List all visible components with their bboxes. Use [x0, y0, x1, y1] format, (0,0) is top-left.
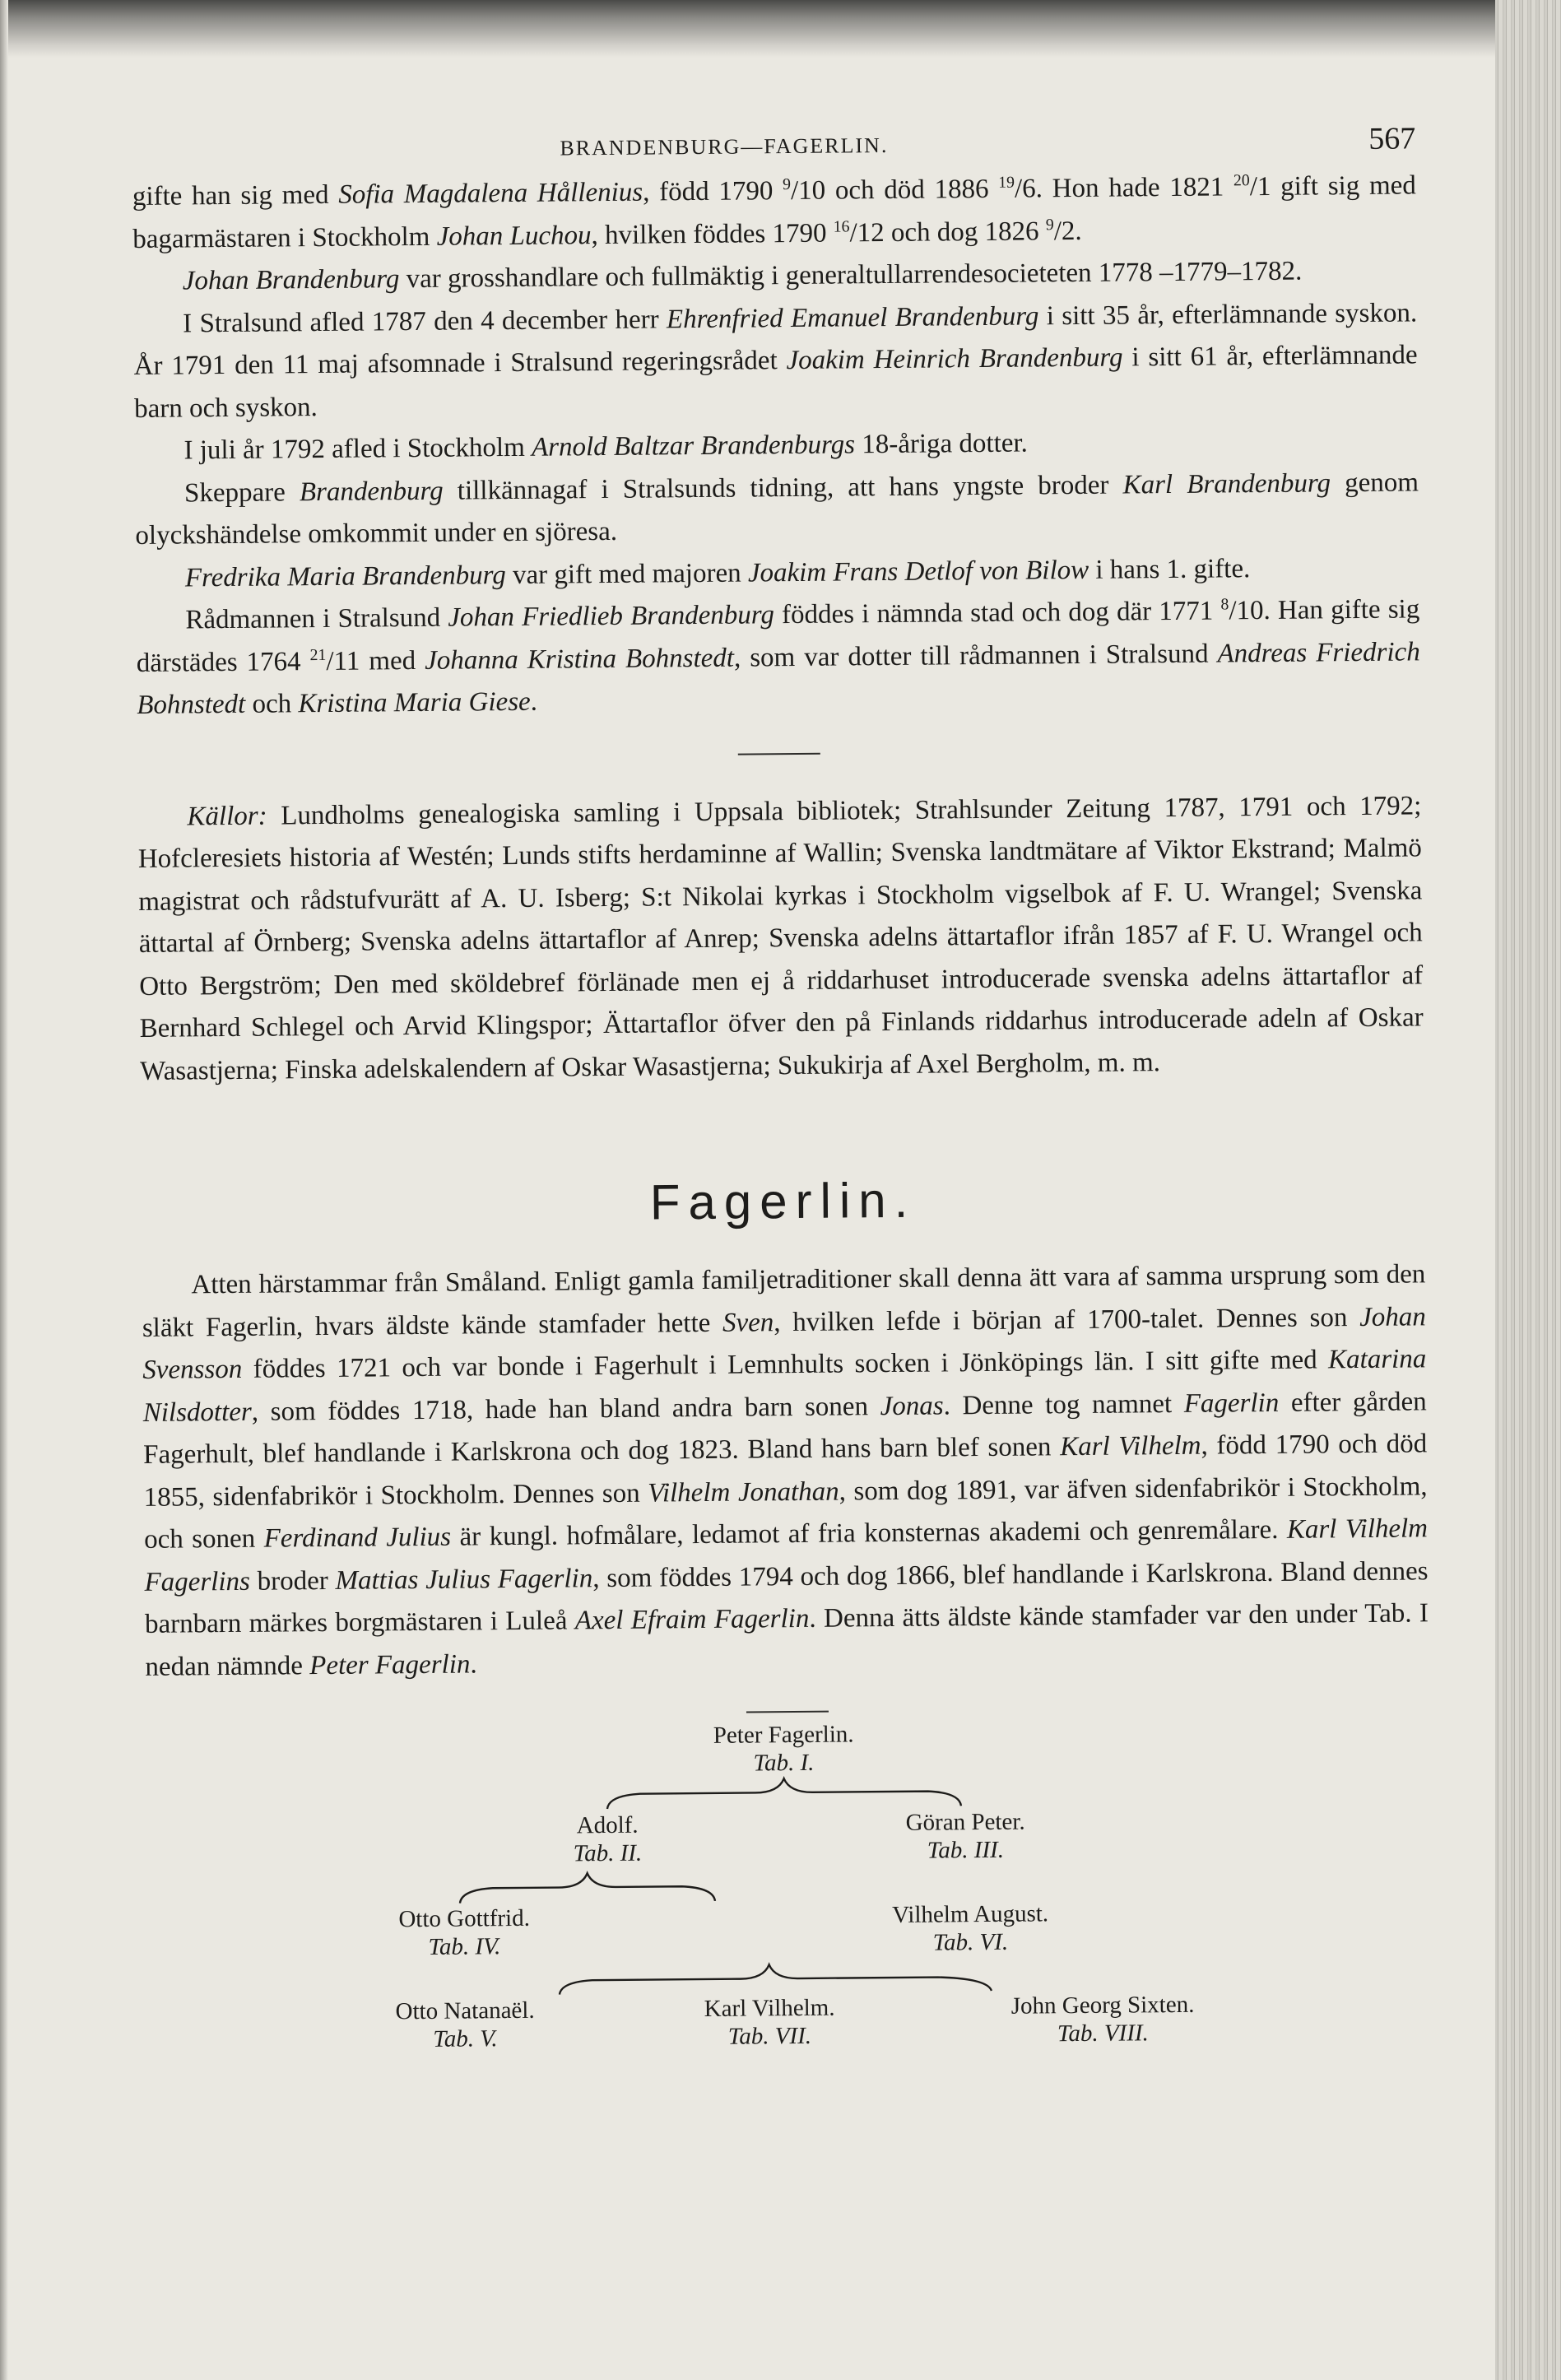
text-run: /1 gift sig med bagarmästaren i Stockholm [132, 170, 1416, 254]
text-run: broder [249, 1565, 336, 1597]
italic-run: Ferdinand Julius [263, 1522, 452, 1554]
tree-node-tab: Tab. III. [927, 1836, 1005, 1864]
text-run: . Denna ätts äldste kände stamfader var den under Tab. I nedan nämnde [145, 1598, 1429, 1682]
text-run: tillkännagaf i Stralsunds tidning, att hans yngste broder [443, 470, 1123, 506]
text-run: /10. Han gifte sig därstädes 1764 [136, 594, 1420, 678]
tree-node-name: Vilhelm August. [891, 1900, 1049, 1929]
italic-run: Kristina Maria Giese [298, 686, 531, 719]
italic-run: Sofia Magdalena Hållenius [338, 177, 643, 210]
tree-node-name: Peter Fagerlin. [713, 1721, 854, 1749]
tree-node-peter [713, 1720, 854, 1777]
text-run: var gift med majoren [505, 557, 749, 590]
text-run: I Stralsund afled 1787 den 4 december herr [183, 304, 667, 338]
family-tree [146, 1721, 1433, 2097]
text-run: . Denne tog namnet [943, 1388, 1184, 1420]
text-run: Rådmannen i Stralsund [185, 602, 448, 635]
text-run: , hvilken föddes 1790 [591, 218, 834, 250]
text-run: I juli år 1792 afled i Stockholm [184, 432, 532, 466]
tree-node-name: Göran Peter. [905, 1808, 1025, 1836]
tree-node-name: Otto Natanaël. [395, 1997, 535, 2025]
italic-run: Vilhelm Jonathan [648, 1476, 839, 1508]
text-run: , född 1790 [643, 176, 783, 207]
text-run: /11 med [326, 645, 425, 676]
italic-run: Joakim Heinrich Brandenburg [786, 342, 1123, 376]
text-run: i sitt 61 år, efterlämnande barn och syskon. [133, 340, 1418, 424]
page-number: 567 [1368, 121, 1416, 156]
scan-top-shadow [0, 0, 1561, 58]
text-run: 18-åriga dotter. [854, 428, 1029, 460]
text-run: Atten härstammar från Småland. Enligt gamla familjetraditioner skall denna ätt vara af samma ursprung som den släkt Fagerlin, hvars äldste kände stamfader hette [142, 1259, 1426, 1343]
text-run: och [245, 689, 299, 719]
italic-run: Arnold Baltzar Brandenburgs [531, 430, 856, 463]
tree-node-tab: Tab. II. [573, 1839, 643, 1867]
italic-run: Johanna Kristina Bohnstedt [424, 643, 735, 676]
italic-run: Källor: [187, 801, 267, 831]
text-run: , född 1790 och död 1855, sidenfabrikör i Stockholm. Dennes son [143, 1429, 1428, 1513]
text-run: föddes i nämnda stad och dog där 1771 [774, 596, 1221, 630]
section-divider [746, 1711, 829, 1713]
text-run: föddes 1721 och var bonde i Fagerhult i Lemnhults socken i Jönköpings län. I sitt gifte med [242, 1345, 1329, 1384]
italic-run: Brandenburg [299, 476, 444, 507]
tree-node-otto-gottfrid [398, 1904, 530, 1961]
superscript-run: 19 [998, 173, 1015, 192]
tree-node-name: Adolf. [576, 1811, 639, 1839]
paragraph [142, 1253, 1429, 1689]
tree-node-tab: Tab. I. [753, 1749, 815, 1777]
scan-left-shadow [0, 0, 8, 2380]
text-run: Skeppare [184, 476, 300, 508]
text-run: , som var dotter till rådmannen i Stralsund [733, 639, 1218, 673]
superscript-run: 9 [782, 175, 792, 194]
italic-run: Fredrika Maria Brandenburg [184, 560, 506, 593]
italic-run: Johan Luchou [436, 220, 592, 252]
text-run: . [470, 1648, 477, 1679]
tree-node-tab: Tab. VII. [727, 2022, 812, 2050]
tree-node-tab: Tab. V. [433, 2025, 498, 2052]
italic-run: Ehrenfried Emanuel Brandenburg [666, 300, 1039, 334]
text-run: , som föddes 1794 och dog 1866, blef handlande i Karlskrona. Bland dennes barnbarn märkes borgmästaren i Luleå [144, 1555, 1429, 1639]
running-head [132, 104, 1416, 173]
section-heading: Fagerlin. [649, 1172, 917, 1230]
text-run: . [530, 686, 538, 717]
text-run: är kungl. hofmålare, ledamot af fria konsternas akademi och genremålare. [450, 1514, 1288, 1552]
page-content [132, 104, 1433, 2097]
tree-node-goran [906, 1808, 1026, 1865]
superscript-run: 8 [1220, 595, 1229, 614]
text-run: Lundholms genealogiska samling i Uppsala bibliotek; Strahlsunder Zeitung 1787, 1791 och 1792; Hofcleresiets historia af Westén; Lunds stifts herdaminne af Wallin; Svenska landtmätare af Viktor Ekstrand; Malmö magistrat och rådstufvurätt af A. U. Isberg; S:t Nikolai kyrkas i Stockholm vigselbok af F. U. Wrangel; Svenska ättartal af Örnberg; Svenska adelns ättartaflor af Anrep; Svenska adelns ättartaflor ifrån 1857 af F. U. Wrangel och Otto Bergström; Den med sköldebref förlänade men ej å riddarhuset introducerade svenska adelns ättartaflor af Bernhard Schlegel och Arvid Klingspor; Ättartaflor öfver den på Finlands riddarhus introducerade adeln af Oskar Wasastjerna; Finska adelskalendern af Oskar Wasastjerna; Sukukirja af Axel Bergholm, m. m. [137, 790, 1424, 1086]
italic-run: Andreas Friedrich Bohnstedt [137, 636, 1420, 720]
paragraph [132, 165, 1417, 261]
italic-run: Jonas [880, 1390, 944, 1421]
text-run: genom olyckshändelse omkommit under en sjöresa. [135, 467, 1419, 551]
tree-node-john [1011, 1991, 1195, 2048]
tree-node-otto-natanael [395, 1997, 535, 2053]
superscript-run: 20 [1233, 171, 1250, 190]
paragraph [135, 462, 1419, 558]
text-run: gifte han sig med [132, 179, 339, 212]
superscript-run: 21 [309, 645, 327, 664]
text-run: /6. Hon hade 1821 [1014, 172, 1234, 204]
running-title: BRANDENBURG—FAGERLIN. [560, 132, 889, 160]
text-run: , som föddes 1718, hade han bland andra barn sonen [251, 1391, 880, 1427]
italic-run: Joakim Frans Detlof von Bilow [747, 555, 1089, 588]
book-page-edges [1495, 0, 1561, 2380]
tree-node-tab: Tab. IV. [428, 1933, 501, 1960]
italic-run: Karl Vilhelm [1059, 1430, 1201, 1462]
section-divider [738, 752, 820, 755]
brandenburg-section [132, 165, 1421, 727]
text-run: efter gården Fagerhult, blef handlande i Karlskrona och dog 1823. Bland hans barn blef sonen [143, 1386, 1427, 1470]
italic-run: Katarina Nilsdotter [142, 1344, 1427, 1428]
text-run: , som dog 1891, var äfven sidenfabrikör i Stockholm, och sonen [143, 1471, 1428, 1555]
paragraph [133, 292, 1418, 430]
italic-run: Johan Friedlieb Brandenburg [448, 600, 775, 633]
text-run: var grosshandlare och fullmäktig i generaltullarrendesocieteten 1778 –1779–1782. [399, 256, 1303, 295]
tree-node-name: John Georg Sixten. [1010, 1991, 1195, 2020]
italic-run: Johan Brandenburg [182, 264, 400, 296]
italic-run: Karl Vilhelm Fagerlins [144, 1513, 1429, 1597]
superscript-run: 16 [833, 216, 850, 236]
italic-run: Johan Svensson [142, 1301, 1426, 1385]
tree-node-name: Karl Vilhelm. [704, 1994, 835, 2023]
italic-run: Axel Efraim Fagerlin [574, 1603, 810, 1636]
text-run: /2. [1053, 216, 1082, 246]
tree-node-tab: Tab. VIII. [1057, 2020, 1149, 2048]
text-run: i sitt 35 år, efterlämnande syskon. År 1791 den 11 maj afsomnade i Stralsund regeringsrådet [133, 297, 1418, 381]
text-run: /12 och dog 1826 [849, 216, 1046, 248]
paragraph [136, 588, 1420, 727]
tree-node-adolf [573, 1811, 642, 1868]
tree-node-karl [704, 1994, 835, 2051]
tree-node-tab: Tab. VI. [932, 1928, 1009, 1956]
sources-paragraph [137, 785, 1424, 1093]
tree-node-name: Otto Gottfrid. [398, 1904, 531, 1933]
superscript-run: 9 [1045, 215, 1054, 234]
italic-run: Peter Fagerlin [309, 1648, 471, 1680]
italic-run: Karl Brandenburg [1122, 467, 1331, 500]
tree-node-vilhelm [892, 1899, 1049, 1957]
italic-run: Fagerlin [1183, 1388, 1280, 1419]
sources-section [137, 785, 1424, 1093]
text-run: i hans 1. gifte. [1089, 553, 1251, 585]
italic-run: Sven [722, 1307, 774, 1338]
italic-run: Mattias Julius Fagerlin [335, 1563, 593, 1596]
text-run: /10 och död 1886 [790, 174, 999, 207]
text-run: , hvilken lefde i början af 1700-talet. Dennes son [774, 1302, 1360, 1337]
